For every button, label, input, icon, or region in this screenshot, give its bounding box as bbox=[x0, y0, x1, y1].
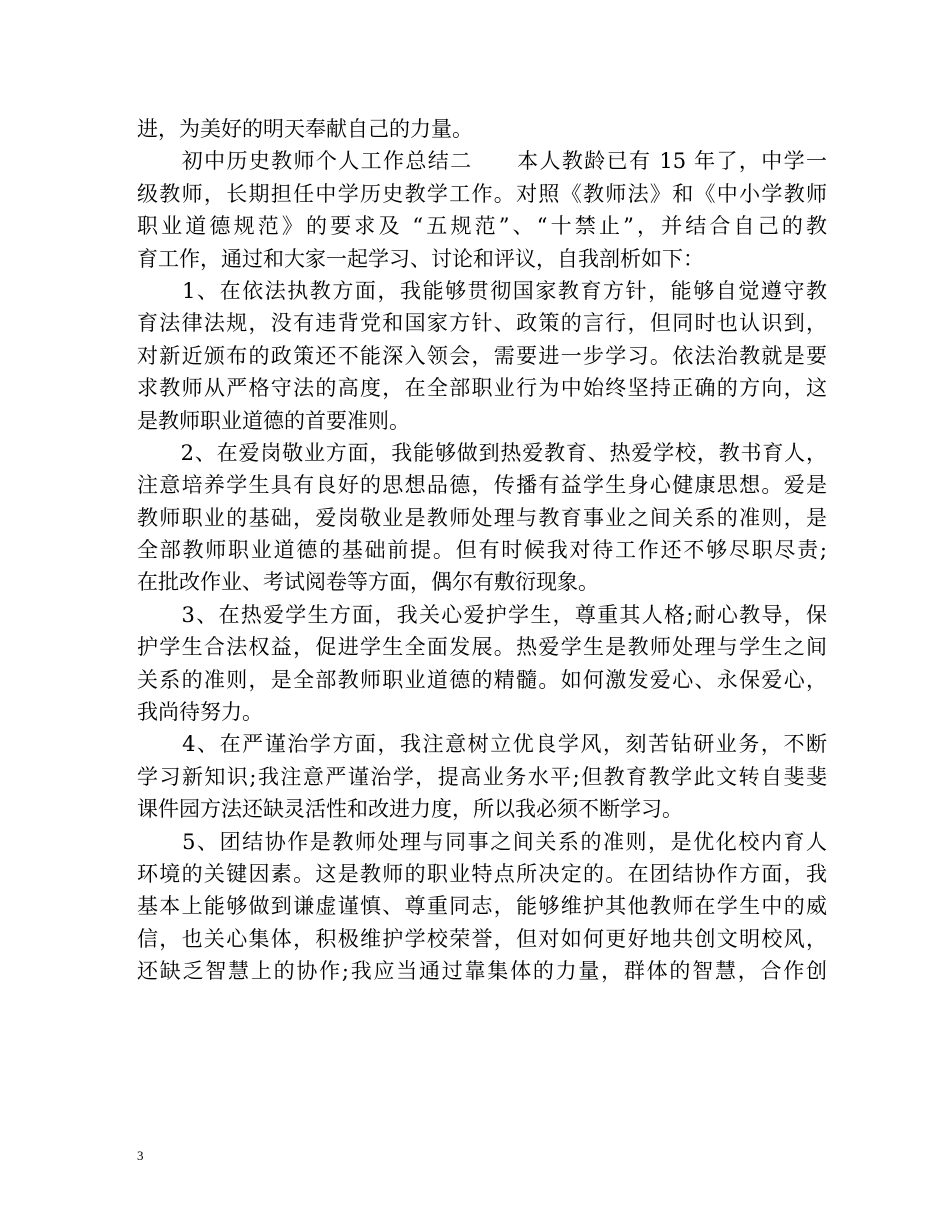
text-line: 环境的关键因素。这是教师的职业特点所决定的。在团结协作方面，我 bbox=[137, 861, 827, 886]
text-line: 2、在爱岗敬业方面，我能够做到热爱教育、热爱学校，教书育人， bbox=[137, 440, 827, 465]
text-line: 护学生合法权益，促进学生全面发展。热爱学生是教师处理与学生之间 bbox=[137, 635, 827, 660]
text-line: 还缺乏智慧上的协作;我应当通过靠集体的力量，群体的智慧，合作创 bbox=[137, 959, 827, 984]
text-line: 初中历史教师个人工作总结二 本人教龄已有 15 年了，中学一 bbox=[137, 149, 827, 174]
text-line: 育工作，通过和大家一起学习、讨论和评议，自我剖析如下： bbox=[137, 246, 704, 271]
text-line: 信，也关心集体，积极维护学校荣誉，但对如何更好地共创文明校风， bbox=[137, 926, 827, 951]
text-line: 职业道德规范》的要求及 “五规范”、“十禁止”，并结合自己的教 bbox=[137, 214, 827, 239]
text-line: 在批改作业、考试阅卷等方面，偶尔有敷衍现象。 bbox=[137, 570, 599, 595]
text-line: 学习新知识;我注意严谨治学，提高业务水平;但教育教学此文转自斐斐 bbox=[137, 764, 827, 789]
text-line: 我尚待努力。 bbox=[137, 700, 263, 725]
text-line: 课件园方法还缺灵活性和改进力度，所以我必须不断学习。 bbox=[137, 797, 683, 822]
text-line: 基本上能够做到谦虚谨慎、尊重同志，能够维护其他教师在学生中的威 bbox=[137, 894, 827, 919]
body-text bbox=[137, 113, 827, 988]
text-line: 1、在依法执教方面，我能够贯彻国家教育方针，能够自觉遵守教 bbox=[137, 278, 827, 303]
text-line: 育法律法规，没有违背党和国家方针、政策的言行，但同时也认识到， bbox=[137, 311, 827, 336]
text-line: 3、在热爱学生方面，我关心爱护学生，尊重其人格;耐心教导，保 bbox=[137, 602, 827, 627]
text-line: 关系的准则，是全部教师职业道德的精髓。如何激发爱心、永保爱心， bbox=[137, 667, 827, 692]
text-line: 级教师，长期担任中学历史教学工作。对照《教师法》和《中小学教师 bbox=[137, 181, 827, 206]
text-line: 4、在严谨治学方面，我注意树立优良学风，刻苦钻研业务，不断 bbox=[137, 732, 827, 757]
page-number: 3 bbox=[137, 1148, 144, 1163]
text-line: 进，为美好的明天奉献自己的力量。 bbox=[137, 117, 473, 141]
text-line: 5、团结协作是教师处理与同事之间关系的准则，是优化校内育人 bbox=[137, 829, 827, 854]
text-line: 求教师从严格守法的高度，在全部职业行为中始终坚持正确的方向，这 bbox=[137, 376, 827, 401]
text-line: 是教师职业道德的首要准则。 bbox=[137, 408, 410, 433]
text-line: 教师职业的基础，爱岗敬业是教师处理与教育事业之间关系的准则，是 bbox=[137, 505, 827, 530]
text-line: 全部教师职业道德的基础前提。但有时候我对待工作还不够尽职尽责; bbox=[137, 538, 827, 563]
text-line: 注意培养学生具有良好的思想品德，传播有益学生身心健康思想。爱是 bbox=[137, 473, 827, 498]
text-line: 对新近颁布的政策还不能深入领会，需要进一步学习。依法治教就是要 bbox=[137, 343, 827, 368]
